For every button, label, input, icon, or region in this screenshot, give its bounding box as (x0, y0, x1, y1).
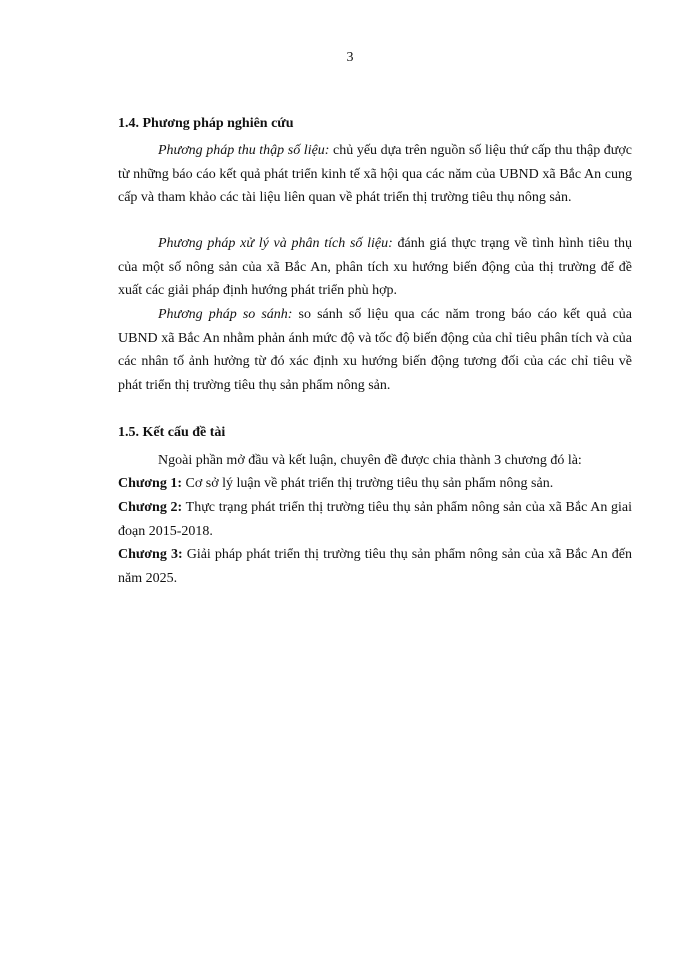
structure-intro: Ngoài phần mở đầu và kết luận, chuyên đề được chia thành 3 chương đó là: (158, 453, 582, 468)
page-number: 3 (346, 50, 354, 65)
method-text: chủ yếu dựa trên nguồn số liệu thứ cấp thu thập được từ những báo cáo kết quả phát triển kinh tế xã hội qua các năm của UBND xã Bắc An cung cấp và tham khảo các tài liệu liên quan về phát triển thị trường tiêu thụ nông sản. (118, 143, 633, 205)
chapter-text: Cơ sở lý luận về phát triển thị trường tiêu thụ sản phẩm nông sản. (182, 476, 554, 491)
paragraph-data-collection (118, 139, 632, 210)
chapter-1-item (118, 472, 632, 496)
method-title: Phương pháp xử lý và phân tích số liệu: (158, 236, 393, 251)
method-text: so sánh số liệu qua các năm trong báo cáo kết quả của UBND xã Bắc An nhằm phản ánh mức độ và tốc độ biến động của chỉ tiêu phân tích và của các nhân tố ảnh hưởng từ đó xác định xu hướng biến động tương đối của các chỉ tiêu về phát triển thị trường tiêu thụ sản phẩm nông sản. (118, 307, 632, 393)
chapter-text: Giải pháp phát triển thị trường tiêu thụ sản phẩm nông sản của xã Bắc An đến năm 2025. (118, 547, 633, 586)
chapter-label: Chương 1: (118, 476, 182, 491)
paragraph-comparison (118, 303, 632, 397)
section-heading-1-5: 1.5. Kết cấu đề tài (118, 425, 226, 440)
paragraph-data-analysis (118, 232, 632, 303)
chapter-label: Chương 3: (118, 547, 183, 562)
chapter-text: Thực trạng phát triển thị trường tiêu thụ sản phẩm nông sản của xã Bắc An giai đoạn 2015-2018. (118, 500, 633, 539)
method-title: Phương pháp thu thập số liệu: (158, 143, 330, 158)
section-heading-1-4: 1.4. Phương pháp nghiên cứu (118, 116, 294, 131)
method-text: đánh giá thực trạng về tình hình tiêu thụ của một số nông sản của xã Bắc An, phân tích xu hướng biến động của thị trường để đề xuất các giải pháp định hướng phát triển phù hợp. (118, 236, 632, 298)
method-title: Phương pháp so sánh: (158, 307, 293, 322)
chapter-2-item (118, 496, 632, 543)
chapter-3-item (118, 543, 632, 590)
chapter-label: Chương 2: (118, 500, 183, 515)
